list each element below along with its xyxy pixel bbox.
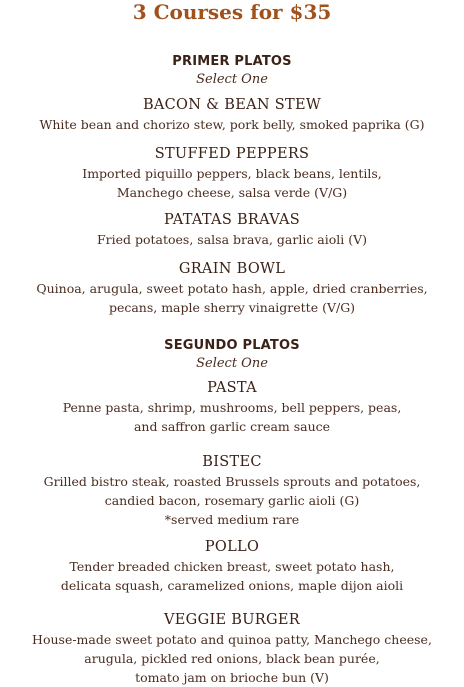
primer-heading: PRIMER PLATOS [172,54,292,69]
dish-desc-line: arugula, pickled red onions, black bean purée, [84,651,380,666]
dish-description [0,398,464,436]
dish-desc-line: White bean and chorizo stew, pork belly, smoked paprika (G) [39,117,425,132]
dish-desc-line: candied bacon, rosemary garlic aioli (G) [104,493,360,508]
dish-name: VEGGIE BURGER [164,612,300,628]
dish-name: PASTA [207,380,257,396]
dish-description [0,164,464,202]
dish-desc-line: *served medium rare [164,512,300,527]
dish-description [0,472,464,529]
segundo-heading: SEGUNDO PLATOS [164,338,300,353]
dish-desc-line: Manchego cheese, salsa verde (V/G) [116,185,348,200]
dish-description [0,230,464,249]
dish-desc-line: Quinoa, arugula, sweet potato hash, apple, dried cranberries, [36,281,428,296]
dish-name: STUFFED PEPPERS [154,146,310,162]
segundo-subheading: Select One [196,356,268,371]
dish-desc-line: Tender breaded chicken breast, sweet potato hash, [69,559,395,574]
dish-name: POLLO [204,539,260,555]
dish-desc-line: House-made sweet potato and quinoa patty, Manchego cheese, [32,632,432,647]
dish-desc-line: Imported piquillo peppers, black beans, lentils, [82,166,382,181]
dish-desc-line: Fried potatoes, salsa brava, garlic aioli (V) [96,232,368,247]
dish-desc-line: and saffron garlic cream sauce [133,419,331,434]
dish-desc-line: pecans, maple sherry vinaigrette (V/G) [108,300,356,315]
dish-desc-line: Penne pasta, shrimp, mushrooms, bell peppers, peas, [62,400,402,415]
dish-desc-line: delicata squash, caramelized onions, maple dijon aioli [60,578,404,593]
dish-name: BACON & BEAN STEW [142,97,322,113]
dish-description [0,115,464,134]
dish-desc-line: Grilled bistro steak, roasted Brussels sprouts and potatoes, [43,474,421,489]
dish-desc-line: tomato jam on brioche bun (V) [135,670,329,685]
dish-description [0,557,464,595]
dish-name: GRAIN BOWL [178,261,286,277]
dish-description [0,279,464,317]
primer-subheading: Select One [196,72,268,87]
dish-name: BISTEC [202,454,262,470]
dish-name: PATATAS BRAVAS [164,212,300,228]
dish-description [0,630,464,687]
menu-title: 3 Courses for $35 [132,0,332,24]
